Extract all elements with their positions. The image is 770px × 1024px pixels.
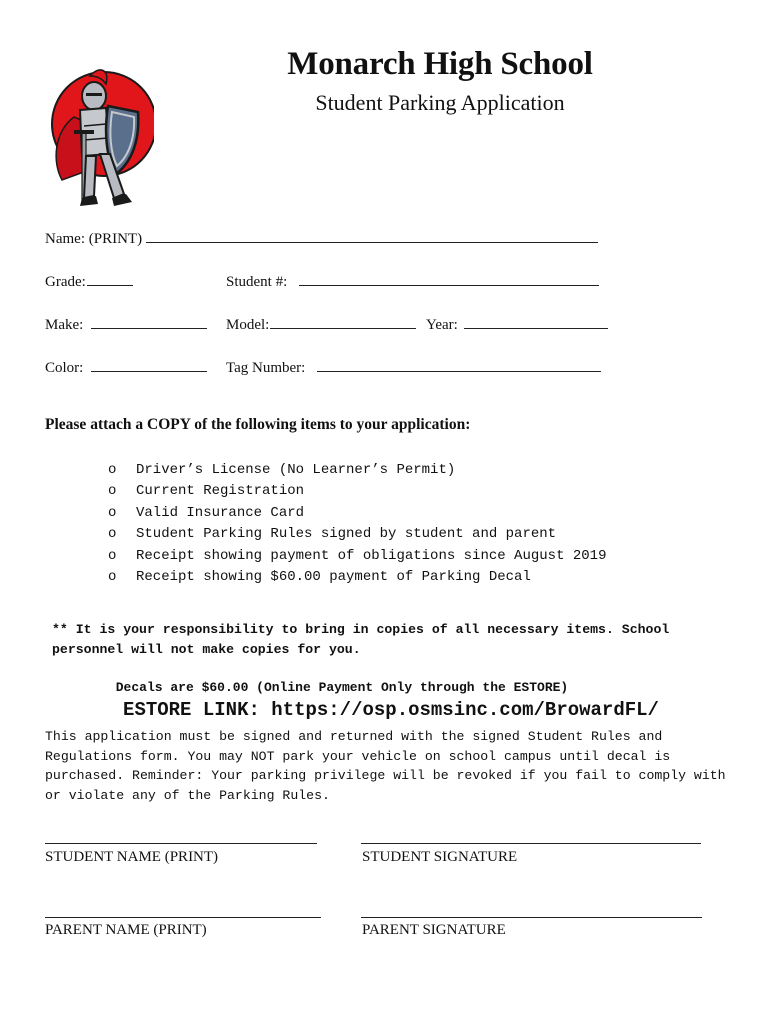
color-label: Color: [45, 360, 84, 376]
list-item [108, 503, 606, 524]
color-field[interactable] [91, 357, 207, 372]
color-row [45, 357, 207, 377]
bullet-icon: o [108, 568, 117, 585]
list-item-text: Student Parking Rules signed by student and parent [136, 526, 557, 543]
year-row [426, 314, 608, 334]
make-row [45, 314, 207, 334]
required-items-list [108, 460, 606, 588]
bullet-icon: o [108, 462, 117, 478]
student-number-field[interactable] [299, 271, 599, 286]
list-item-text: Current Registration [136, 483, 305, 500]
list-item [108, 524, 606, 545]
make-field[interactable] [91, 314, 207, 329]
tag-number-field[interactable] [317, 357, 601, 372]
list-item [108, 546, 606, 567]
list-item-text: Driver’s License (No Learner’s Permit) [136, 462, 456, 478]
decal-price-note: Decals are $60.00 (Online Payment Only through the ESTORE) [115, 680, 569, 695]
school-name: Monarch High School [287, 46, 593, 82]
name-field[interactable] [146, 228, 598, 243]
application-disclaimer: This application must be signed and returned with the signed Student Rules and Regulations form. You may NOT park your vehicle on school campus until decal is purchased. Reminder: Your parking privilege will be revoked if you fail to comply with or violate any of the Parking Rules. [45, 729, 726, 803]
parent-signature-label: PARENT SIGNATURE [362, 922, 506, 938]
list-item [108, 460, 606, 481]
list-item-text: Valid Insurance Card [136, 504, 305, 521]
model-field[interactable] [270, 314, 416, 329]
list-item-text: Receipt showing $60.00 payment of Parking Decal [136, 568, 531, 585]
model-label: Model: [226, 317, 270, 333]
attach-heading: Please attach a COPY of the following items to your application: [45, 416, 471, 433]
name-label: Name: (PRINT) [45, 231, 143, 247]
parent-name-line[interactable] [45, 917, 321, 918]
parent-signature-line[interactable] [361, 917, 702, 918]
model-row [226, 314, 416, 334]
knight-mascot-logo [44, 62, 154, 212]
grade-label: Grade: [45, 274, 86, 290]
tag-number-label: Tag Number: [226, 360, 306, 376]
student-signature-label: STUDENT SIGNATURE [362, 849, 518, 865]
responsibility-notice: ** It is your responsibility to bring in copies of all necessary items. School personnel will not make copies for you. [52, 622, 670, 657]
bullet-icon: o [108, 547, 117, 564]
list-item [108, 481, 606, 502]
student-signature-line[interactable] [361, 843, 701, 844]
list-item [108, 567, 606, 588]
estore-link[interactable]: ESTORE LINK: https://osp.osmsinc.com/BrowardFL/ [123, 699, 659, 721]
grade-row [45, 271, 133, 291]
student-name-label: STUDENT NAME (PRINT) [45, 849, 219, 865]
bullet-icon: o [108, 504, 117, 521]
student-name-line[interactable] [45, 843, 317, 844]
list-item-text: Receipt showing payment of obligations since August 2019 [136, 547, 607, 564]
year-field[interactable] [464, 314, 608, 329]
year-label: Year: [426, 317, 458, 333]
grade-field[interactable] [87, 271, 133, 286]
name-row [45, 228, 598, 248]
student-number-row [226, 271, 599, 291]
make-label: Make: [45, 317, 84, 333]
tag-number-row [226, 357, 601, 377]
bullet-icon: o [108, 526, 117, 543]
parent-name-label: PARENT NAME (PRINT) [45, 922, 207, 938]
bullet-icon: o [108, 483, 117, 500]
student-number-label: Student #: [226, 274, 288, 290]
form-title: Student Parking Application [315, 90, 565, 115]
